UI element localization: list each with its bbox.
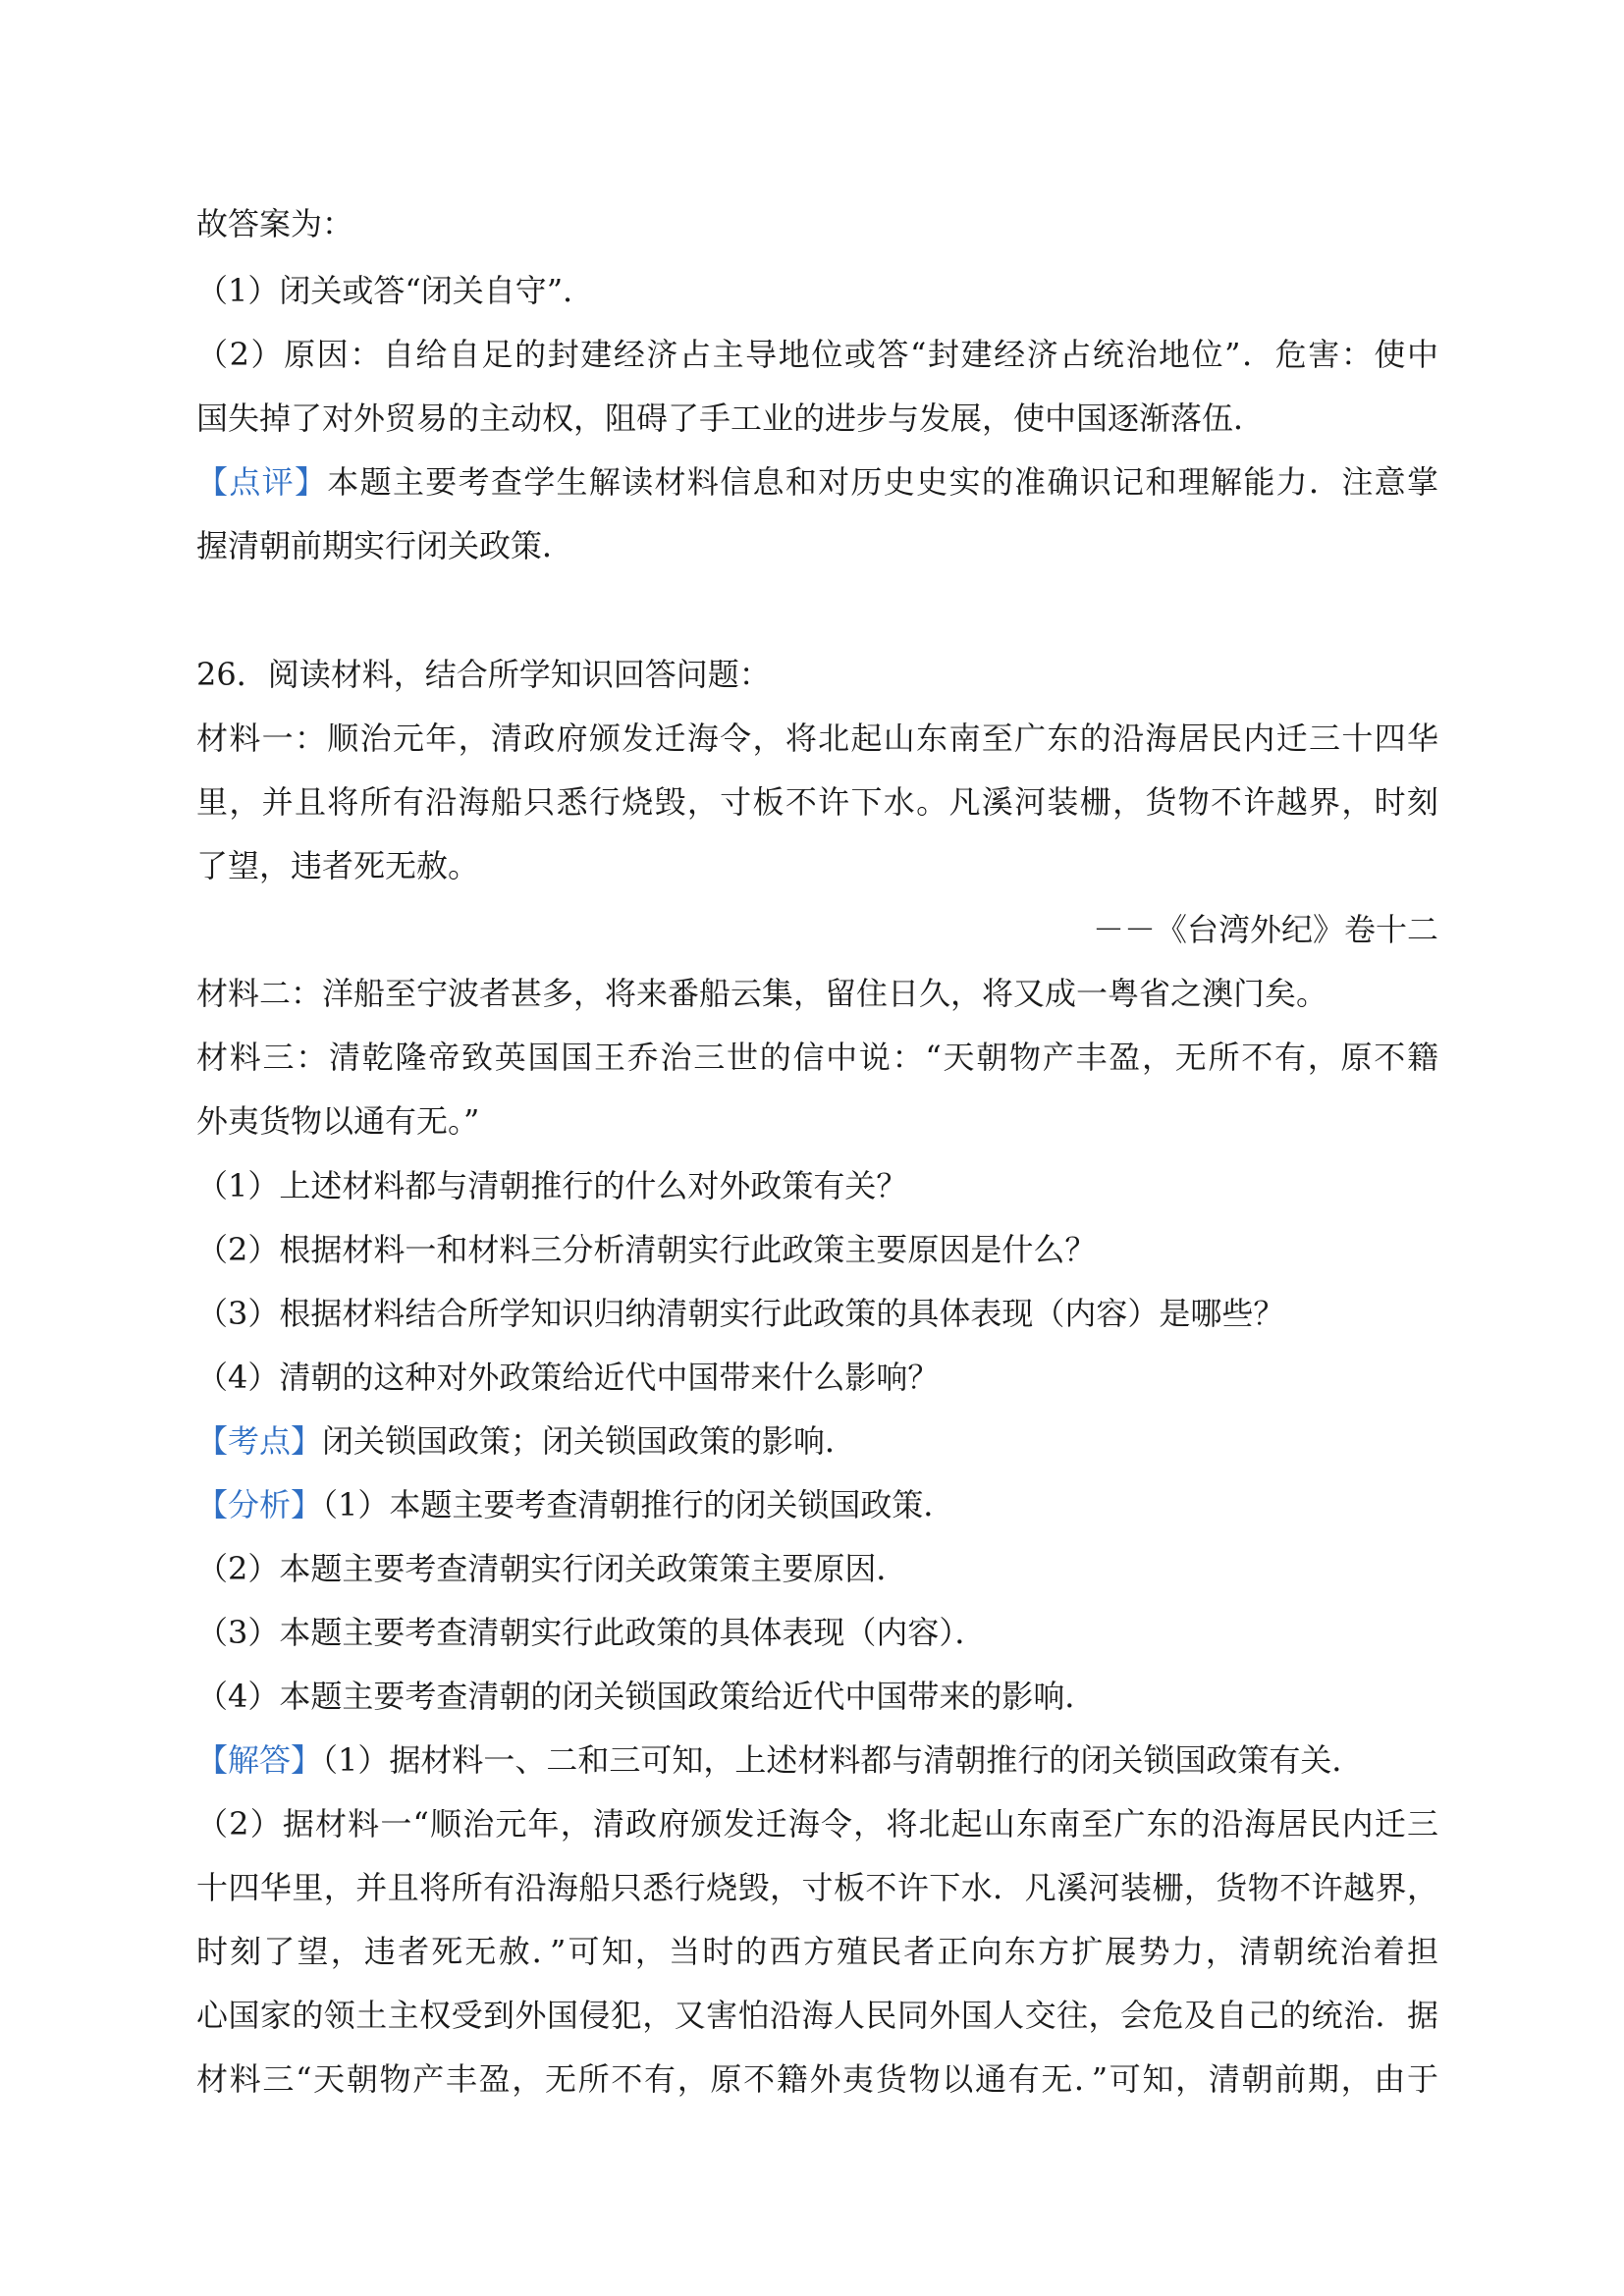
fenxi-line-3: （3）本题主要考查清朝实行此政策的具体表现（内容）．: [196, 1614, 987, 1651]
fenxi-line-1: [196, 1485, 1438, 1524]
material-2: 材料二：洋船至宁波者甚多，将来番船云集，留住日久，将又成一粤省之澳门矣。: [196, 975, 1328, 1012]
jieda-line-1: [196, 1740, 1438, 1780]
answer-1: （1）闭关或答“闭关自守”．: [196, 272, 595, 309]
comment-line-1: [196, 462, 1438, 502]
sub-question-3: （3）根据材料结合所学知识归纳清朝实行此政策的具体表现（内容）是哪些？: [196, 1295, 1285, 1332]
fenxi-line-2: （2）本题主要考查清朝实行闭关政策策主要原因．: [196, 1550, 908, 1587]
jieda-2-line-4: 心国家的领土主权受到外国侵犯，又害怕沿海人民同外国人交往，会危及自己的统治．据: [196, 1997, 1438, 2034]
material-1-line-3: 了望，违者死无赦。: [196, 847, 480, 884]
sub-question-4: （4）清朝的这种对外政策给近代中国带来什么影响？: [196, 1359, 940, 1396]
material-1-source: －－《台湾外纪》卷十二: [1092, 911, 1438, 948]
jieda-tag: 【解答】: [196, 1741, 323, 1779]
jieda-2-line-5: 材料三“天朝物产丰盈，无所不有，原不籍外夷货物以通有无．”可知，清朝前期，由于: [196, 2060, 1438, 2098]
sub-question-2: （2）根据材料一和材料三分析清朝实行此政策主要原因是什么？: [196, 1231, 1097, 1268]
material-1-line-2: 里，并且将所有沿海船只悉行烧毁，寸板不许下水。凡溪河装栅，货物不许越界，时刻: [196, 783, 1438, 821]
jieda-2-line-1: （2）据材料一“顺治元年，清政府颁发迁海令，将北起山东南至广东的沿海居民内迁三: [196, 1805, 1438, 1842]
jieda-text-1: （1）据材料一、二和三可知，上述材料都与清朝推行的闭关锁国政策有关．: [322, 1741, 1364, 1779]
material-3-line-1: 材料三：清乾隆帝致英国国王乔治三世的信中说：“天朝物产丰盈，无所不有，原不籍: [196, 1039, 1438, 1076]
answer-intro: 故答案为：: [196, 205, 354, 242]
kaodian-tag: 【考点】: [196, 1422, 323, 1460]
material-3-line-2: 外夷货物以通有无。”: [196, 1102, 480, 1140]
jieda-2-line-2: 十四华里，并且将所有沿海船只悉行烧毁，寸板不许下水．凡溪河装栅，货物不许越界，: [196, 1869, 1438, 1906]
kaodian-text: 闭关锁国政策；闭关锁国政策的影响．: [322, 1422, 857, 1460]
fenxi-text-1: （1）本题主要考查清朝推行的闭关锁国政策．: [322, 1486, 955, 1523]
jieda-2-line-3: 时刻了望，违者死无赦．”可知，当时的西方殖民者正向东方扩展势力，清朝统治着担: [196, 1933, 1438, 1970]
question-26-stem: 26．阅读材料，结合所学知识回答问题：: [196, 656, 771, 693]
material-1-line-1: 材料一：顺治元年，清政府颁发迁海令，将北起山东南至广东的沿海居民内迁三十四华: [196, 720, 1438, 757]
fenxi-tag: 【分析】: [196, 1486, 323, 1523]
comment-tag: 【点评】: [196, 463, 328, 501]
fenxi-line-4: （4）本题主要考查清朝的闭关锁国政策给近代中国带来的影响．: [196, 1678, 1097, 1715]
comment-line-2: 握清朝前期实行闭关政策．: [196, 527, 574, 564]
sub-question-1: （1）上述材料都与清朝推行的什么对外政策有关？: [196, 1167, 908, 1204]
comment-text-1: 本题主要考查学生解读材料信息和对历史史实的准确识记和理解能力．注意掌: [327, 463, 1438, 501]
answer-2-line-2: 国失掉了对外贸易的主动权，阻碍了手工业的进步与发展，使中国逐渐落伍．: [196, 400, 1266, 437]
kaodian-line: [196, 1421, 1438, 1461]
answer-2-line-1: （2）原因：自给自足的封建经济占主导地位或答“封建经济占统治地位”．危害：使中: [196, 336, 1438, 373]
